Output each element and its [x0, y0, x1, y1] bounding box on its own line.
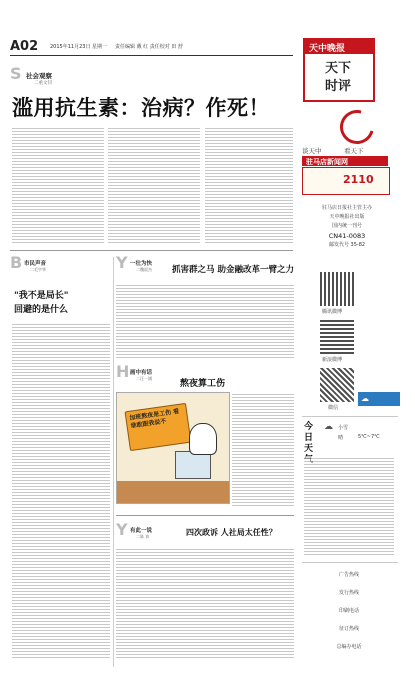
comic-monitor [175, 451, 211, 479]
weather-rule [302, 416, 398, 417]
col4-letter-icon: Y [116, 520, 128, 539]
col3-author: 二汪一涵 [136, 376, 152, 381]
main-headline: 滥用抗生素：治病？作死！ [12, 96, 270, 120]
col1-section: 市民声音 [24, 261, 47, 267]
col4-section: 有此一说 [130, 528, 153, 534]
masthead-title: 天中晚报 [309, 44, 346, 54]
col1-body [12, 322, 110, 660]
qr-wechat[interactable] [320, 368, 354, 402]
weather-item-2: 晴 [338, 435, 344, 441]
page-code: A02 [10, 39, 39, 54]
col1-subtitle: 回避的是什么 [14, 305, 69, 315]
sidebar-tag-1: 谈天中 [302, 147, 322, 155]
weather-item-1: 小雪 [338, 425, 349, 431]
col4-title: 四次政诉 人社局太任性？ [186, 528, 277, 537]
col1-author: 二毛宇华 [30, 267, 46, 272]
weather-temp: 5℃~7℃ [358, 434, 380, 440]
weather-header: 今日天 [304, 422, 314, 454]
cn-code: CN41-0083 [328, 232, 366, 240]
main-section [10, 64, 293, 86]
contact-list [304, 566, 394, 666]
sidebar-lower-text [304, 456, 394, 556]
comic-bubble-text: 加班熬夜是工伤 看谁敢跟我说不 [129, 407, 180, 430]
comic-bubble [125, 403, 192, 451]
col1-header [10, 253, 76, 273]
sidebar [300, 100, 410, 670]
col3-right-body [232, 392, 294, 506]
col2-letter-icon: Y [116, 253, 128, 272]
comic-illustration [116, 392, 230, 504]
contact-line-3: 印刷电话 [338, 608, 359, 614]
qr-tencent[interactable] [320, 272, 354, 306]
domain-card-number: 2110 [343, 173, 374, 186]
col2-body [116, 283, 294, 359]
col4-body [116, 547, 294, 660]
divider-main [10, 250, 293, 251]
qr-sina[interactable] [320, 320, 354, 354]
date-line: 2015年11月23日 星期一 [50, 44, 108, 50]
domain-text: 驻马店新闻网 [306, 158, 348, 166]
contact-line-1: 广告热线 [338, 572, 359, 578]
domain-card [302, 167, 390, 195]
col2-title: 抓害群之马 助金融改革一臂之力 [172, 265, 294, 275]
weather-icon: ☁ [324, 422, 333, 432]
col-divider-1 [113, 257, 114, 667]
col2-author: 二魏晨杰 [136, 267, 152, 272]
col3-letter-icon: H [116, 362, 130, 381]
header-rule [10, 55, 293, 56]
domain-banner [302, 156, 388, 166]
col3-title: 熬夜算工伤 [180, 379, 226, 389]
col3-section: 画中有话 [130, 370, 153, 376]
comic-desk [117, 481, 229, 503]
col1-title: "我不是局长" [14, 291, 69, 301]
col1-letter-icon: B [10, 253, 23, 272]
section-letter-icon: S [10, 64, 22, 83]
sidebar-logo-icon [334, 104, 380, 150]
section-title-line2: 时评 [325, 79, 352, 94]
section-title-line1: 天下 [325, 61, 352, 76]
masthead-box [303, 38, 375, 102]
col4-author: 二陈 真 [136, 534, 150, 539]
postal-code: 邮发代号 35-82 [328, 242, 366, 248]
comic-person [189, 423, 217, 455]
main-body-col2 [108, 126, 200, 244]
editor-line: 责任编辑 戴 红 责任校对 田 舒 [115, 44, 183, 50]
weather-promo-icon: ☁ [361, 394, 369, 403]
contact-line-4: 征订热线 [338, 626, 359, 632]
contact-line-5: 总编办电话 [336, 644, 362, 650]
main-body-col1 [12, 126, 104, 244]
weather-promo [358, 392, 400, 406]
publisher-line: 天中晚报社出版 [329, 214, 365, 220]
sidebar-tag-2: 看天下 [344, 147, 364, 155]
bottom-rule [302, 562, 398, 563]
sidebar-info [302, 204, 392, 264]
cn-label: 国内统一刊号 [331, 223, 362, 229]
contact-line-2: 发行热线 [338, 590, 359, 596]
main-author: 二重文钊 [34, 81, 52, 86]
main-body-col3 [205, 126, 293, 244]
qr-caption-3: 微信 [328, 405, 339, 411]
qr-caption-1: 腾讯微博 [322, 309, 343, 315]
main-section-label: 社会观察 [26, 72, 52, 80]
divider-col4 [116, 515, 294, 516]
col2-section: 一壮为快 [130, 261, 153, 267]
qr-caption-2: 新浪微博 [322, 357, 343, 363]
cooperation-line: 驻马店日报社主管主办 [321, 205, 372, 211]
